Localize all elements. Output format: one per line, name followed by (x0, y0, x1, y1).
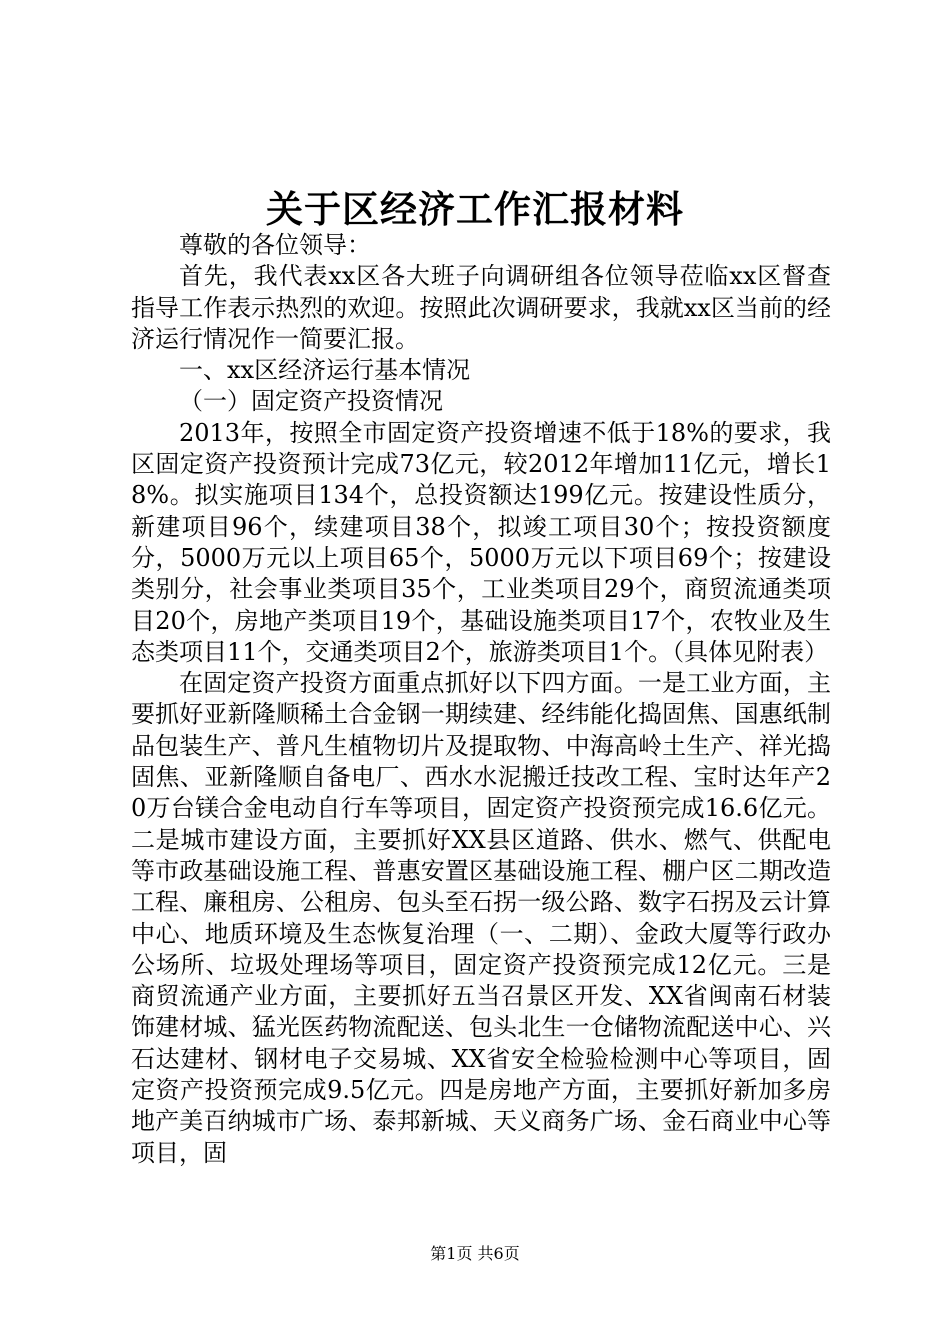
subsection-heading: （一）固定资产投资情况 (179, 387, 443, 416)
paragraph-investment: 2013年，按照全市固定资产投资增速不低于18%的要求，我区固定资产投资预计完成73亿元，较2012年增加11亿元，增长18%。拟实施项目134个，总投资额达199亿元。按建设性质分，新建项目96个，续建项目38个，拟竣工项目30个；按投资额度分，5000万元以上项目65个，5000万元以下项目69个；按建设类别分，社会事业类项目35个，工业类项目29个，商贸流通类项目20个，房地产类项目19个，基础设施类项目17个，农牧业及生态类项目11个，交通类项目2个，旅游类项目1个。（具体见附表） (131, 418, 831, 666)
document-title: 关于区经济工作汇报材料 (266, 187, 684, 231)
salutation: 尊敬的各位领导： (179, 231, 371, 259)
paragraph-intro: 首先，我代表xx区各大班子向调研组各位领导莅临xx区督查指导工作表示热烈的欢迎。按照此次调研要求，我就xx区当前的经济运行情况作一简要汇报。 (131, 262, 831, 353)
page-number-footer: 第1页 共6页 (430, 1244, 520, 1263)
paragraph-focus-areas: 在固定资产投资方面重点抓好以下四方面。一是工业方面，主要抓好亚新隆顺稀土合金钢一期续建、经纬能化捣固焦、国惠纸制品包装生产、普凡生植物切片及提取物、中海高岭土生产、祥光捣固焦、亚新隆顺自备电厂、西水水泥搬迁技改工程、宝时达年产20万台镁合金电动自行车等项目，固定资产投资预完成16.6亿元。二是城市建设方面，主要抓好XX县区道路、供水、燃气、供配电等市政基础设施工程、普惠安置区基础设施工程、棚户区二期改造工程、廉租房、公租房、包头至石拐一级公路、数字石拐及云计算中心、地质环境及生态恢复治理（一、二期）、金政大厦等行政办公场所、垃圾处理场等项目，固定资产投资预完成12亿元。三是商贸流通产业方面，主要抓好五当召景区开发、XX省闽南石材装饰建材城、猛光医药物流配送、包头北生一仓储物流配送中心、兴石达建材、钢材电子交易城、XX省安全检验检测中心等项目，固定资产投资预完成9.5亿元。四是房地产方面，主要抓好新加多房地产美百纳城市广场、泰邦新城、天义商务广场、金石商业中心等项目，固 (131, 669, 831, 1167)
document-body (131, 230, 831, 1169)
section-heading: 一、xx区经济运行基本情况 (179, 356, 471, 385)
